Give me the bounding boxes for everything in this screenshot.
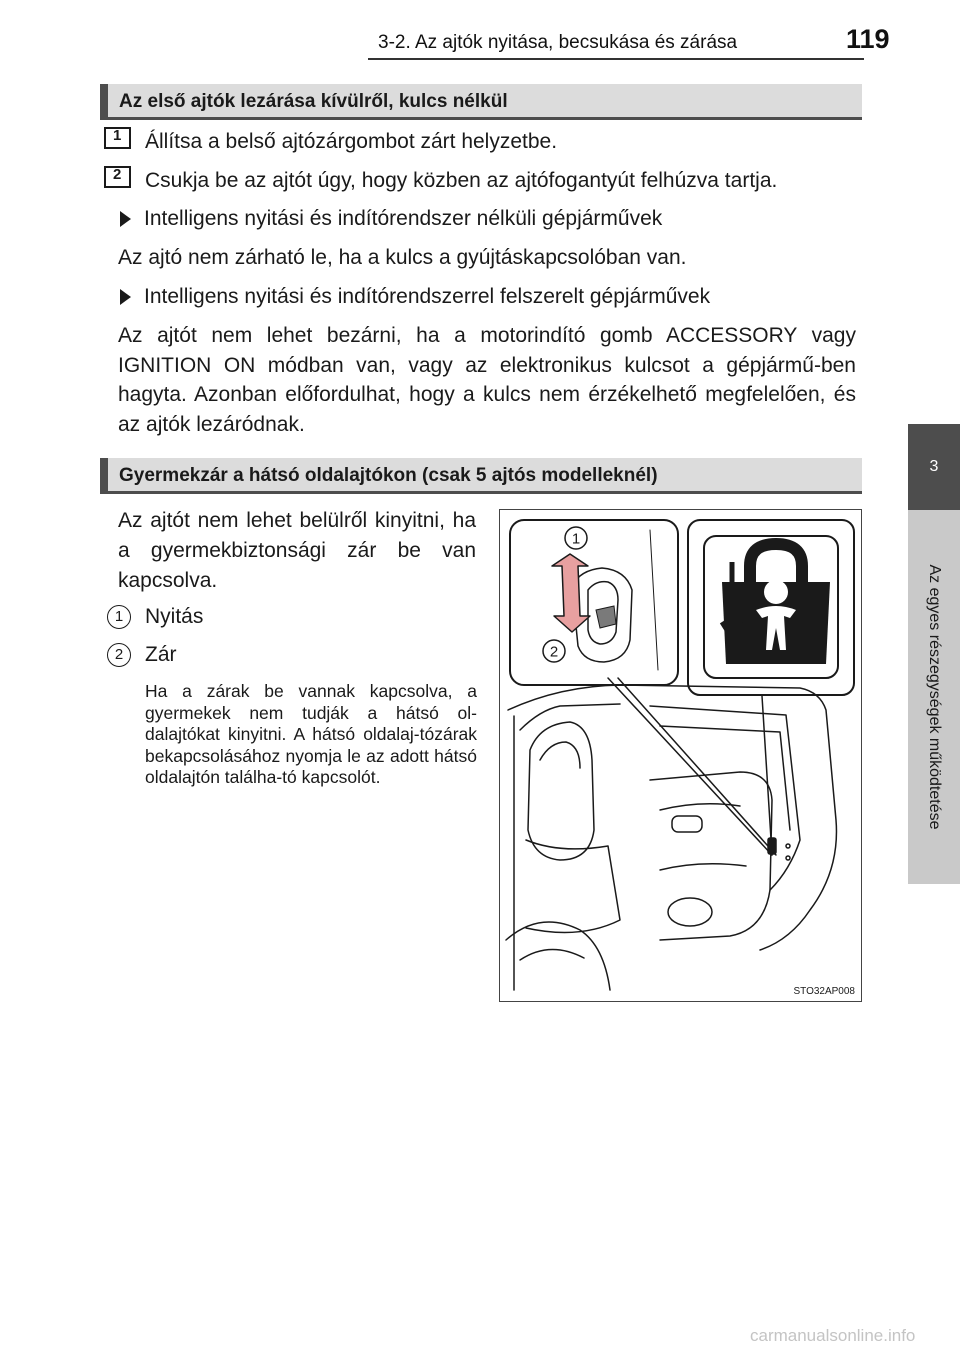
section-heading-front-doors — [100, 84, 862, 120]
step-number-box-2: 2 — [104, 166, 131, 188]
section-heading-child-lock — [100, 458, 862, 494]
chapter-tab-title: Az egyes részegységek működtetése — [926, 564, 943, 830]
condition-title-2: Intelligens nyitási és indítórendszerrel felszerelt gépjárművek — [144, 285, 711, 308]
callout-number-1: 1 — [107, 605, 131, 629]
item-label-lock: Zár — [145, 643, 177, 666]
step-text-2: Csukja be az ajtót úgy, hogy közben az ajtófogantyút felhúzva tartja. — [145, 169, 778, 192]
running-header-title: 3-2. Az ajtók nyitása, becsukása és zárása — [378, 32, 738, 53]
section-heading-text: Gyermekzár a hátsó oldalajtókon (csak 5 ajtós modelleknél) — [119, 465, 658, 486]
chapter-tab-number: 3 — [908, 424, 960, 510]
child-lock-note: Ha a zárak be vannak kapcsolva, a gyermekek nem tudják a hátsó ol-dalajtókat kinyitni. A hátsó oldalaj-tózárak bekapcsolásához nyomja le az adott hátsó oldalajtón találha-tó kapcsolót. — [145, 681, 477, 788]
section-heading-text: Az első ajtók lezárása kívülről, kulcs nélkül — [119, 91, 508, 112]
watermark-text: carmanualsonline.info — [750, 1326, 916, 1345]
condition-title-1: Intelligens nyitási és indítórendszer nélküli gépjárművek — [144, 207, 663, 230]
triangle-bullet-icon — [120, 289, 131, 305]
child-lock-illustration — [499, 509, 862, 1002]
item-label-open: Nyitás — [145, 605, 204, 628]
callout-number-2: 2 — [107, 643, 131, 667]
child-lock-intro: Az ajtót nem lehet belülről kinyitni, ha a gyermekbiztonsági zár be van kapcsolva. — [118, 509, 476, 592]
triangle-bullet-icon — [120, 211, 131, 227]
figure-code: STO32AP008 — [793, 986, 855, 997]
step-number-box-1: 1 — [104, 127, 131, 149]
header-rule — [368, 58, 864, 60]
condition-body-1: Az ajtó nem zárható le, ha a kulcs a gyújtáskapcsolóban van. — [118, 246, 687, 269]
step-text-1: Állítsa a belső ajtózárgombot zárt helyzetbe. — [145, 130, 558, 153]
door-illustration-svg — [500, 510, 862, 1002]
condition-body-2: Az ajtót nem lehet bezárni, ha a motorindító gomb ACCESSORY vagy IGNITION ON módban van, vagy az elektronikus kulcsot a gépjármű-ben hagyta. Azonban előfordulhat, hogy a kulcs nem érzékelhető megfelelően, és az ajtók lezáródnak. — [118, 324, 856, 436]
page-number: 119 — [846, 24, 890, 54]
figure-callout-2: 2 — [549, 643, 559, 661]
child-lock-symbol-icon — [722, 544, 830, 664]
figure-callout-1: 1 — [571, 530, 581, 548]
